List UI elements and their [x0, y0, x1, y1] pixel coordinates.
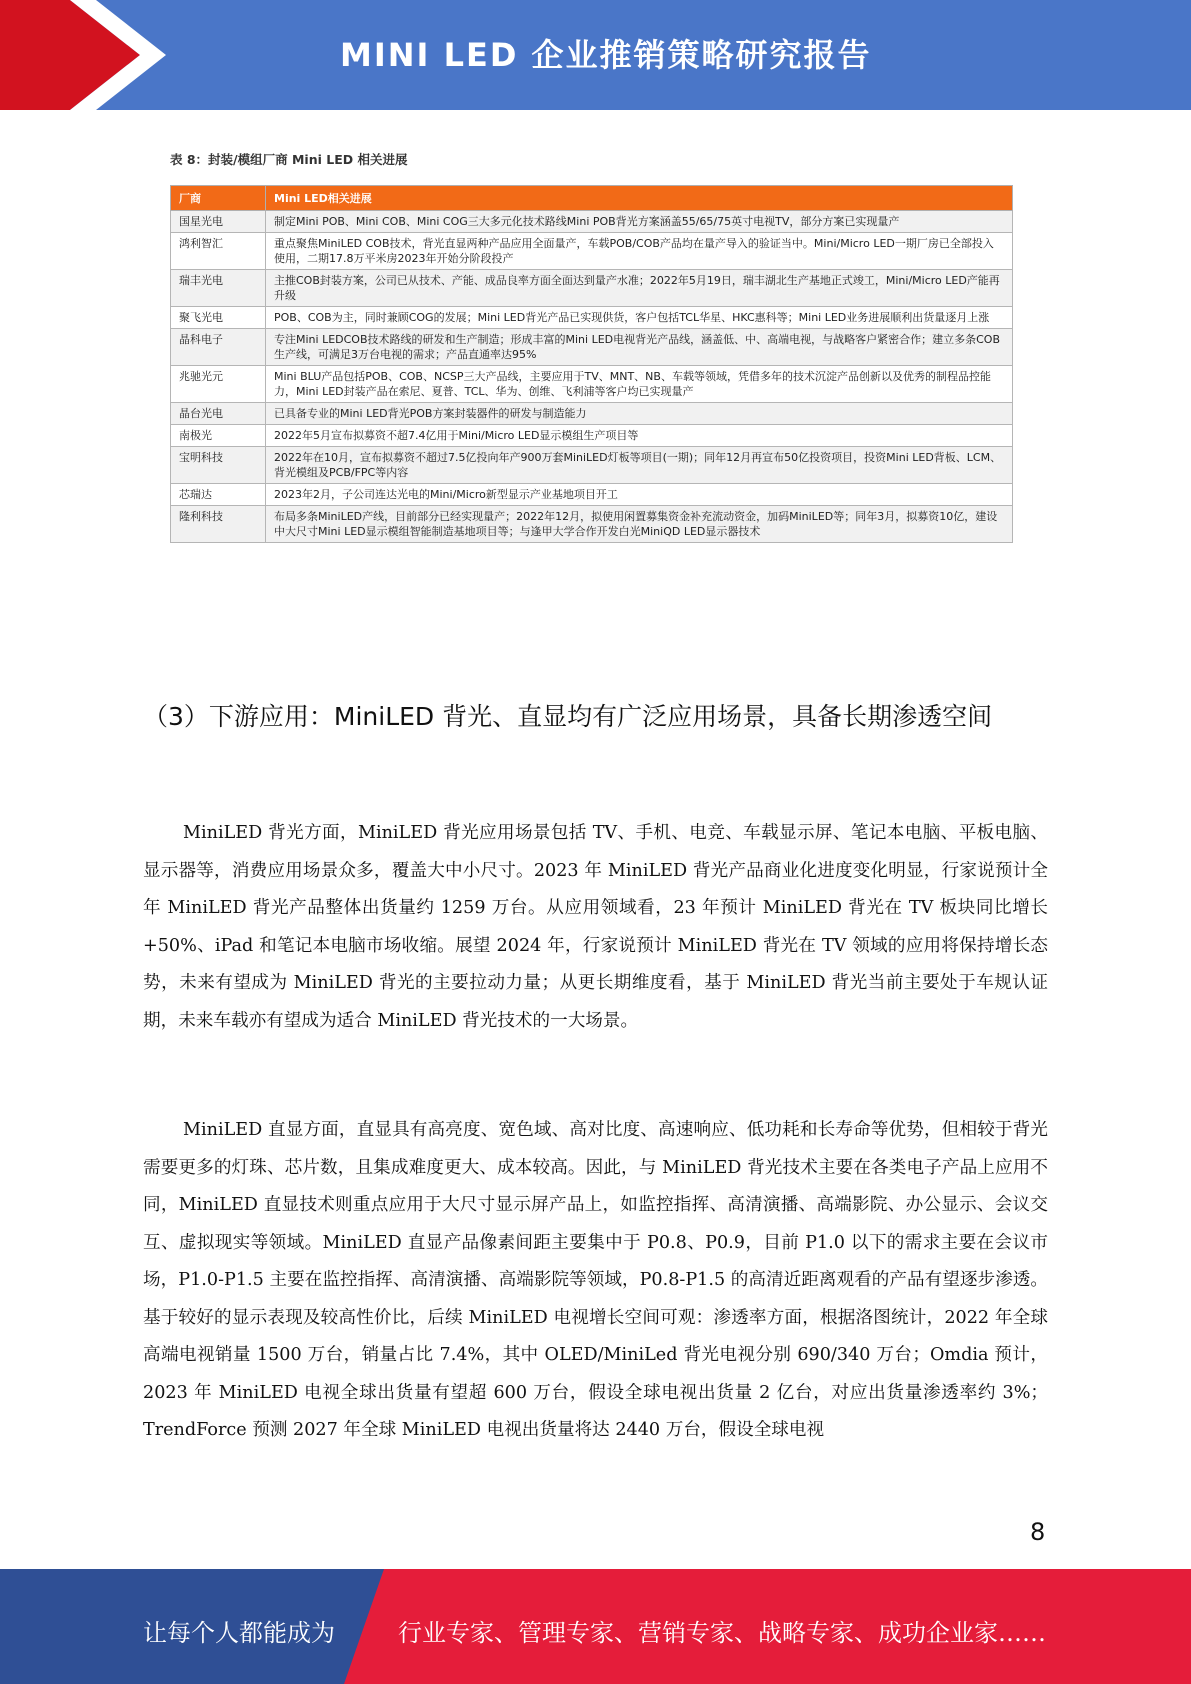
column-header-maker: 厂商	[171, 186, 266, 211]
table-row	[171, 506, 1013, 543]
footer-slogan-left: 让每个人都能成为	[143, 1619, 335, 1647]
progress-cell: 2023年2月，子公司连达光电的Mini/Micro新型显示产业基地项目开工	[266, 484, 1013, 506]
table-row	[171, 211, 1013, 233]
paragraph-backlight: MiniLED 背光方面，MiniLED 背光应用场景包括 TV、手机、电竞、车载显示屏、笔记本电脑、平板电脑、显示器等，消费应用场景众多，覆盖大中小尺寸。2023 年 MiniLED 背光产品商业化进度变化明显，行家说预计全年 MiniLED 背光产品整体出货量约 1259 万台。从应用领域看，23 年预计 MiniLED 背光在 TV 板块同比增长+50%、iPad 和笔记本电脑市场收缩。展望 2024 年，行家说预计 MiniLED 背光在 TV 领域的应用将保持增长态势，未来有望成为 MiniLED 背光的主要拉动力量；从更长期维度看，基于 MiniLED 背光当前主要处于车规认证期，未来车载亦有望成为适合 MiniLED 背光技术的一大场景。	[143, 823, 1048, 1031]
column-header-progress: Mini LED相关进展	[266, 186, 1013, 211]
footer-slogan-right: 行业专家、管理专家、营销专家、战略专家、成功企业家……	[398, 1619, 1046, 1647]
maker-cell: 晶科电子	[171, 329, 266, 366]
maker-cell: 鸿利智汇	[171, 233, 266, 270]
table-row	[171, 270, 1013, 307]
maker-cell: 南极光	[171, 425, 266, 447]
progress-cell: 2022年在10月，宣布拟募资不超过7.5亿投向年产900万套MiniLED灯板等项目(一期)；同年12月再宣布50亿投资项目，投资Mini LED背板、LCM、背光模组及PCB/FPC等内容	[266, 447, 1013, 484]
table-header-row	[171, 186, 1013, 211]
progress-table	[170, 185, 1013, 543]
table-row	[171, 307, 1013, 329]
page-header	[0, 0, 1191, 110]
progress-cell: 主推COB封装方案，公司已从技术、产能、成品良率方面全面达到量产水准；2022年5月19日，瑞丰湖北生产基地正式竣工，Mini/Micro LED产能再升级	[266, 270, 1013, 307]
progress-cell: 专注Mini LEDCOB技术路线的研发和生产制造；形成丰富的Mini LED电视背光产品线，涵盖低、中、高端电视，与战略客户紧密合作；建立多条COB生产线，可满足3万台电视的需求；产品直通率达95%	[266, 329, 1013, 366]
maker-cell: 隆利科技	[171, 506, 266, 543]
maker-cell: 国星光电	[171, 211, 266, 233]
section-heading: （3）下游应用：MiniLED 背光、直显均有广泛应用场景，具备长期渗透空间	[143, 702, 993, 731]
header-title: MINI LED 企业推销策略研究报告	[340, 36, 872, 74]
progress-cell: 布局多条MiniLED产线，目前部分已经实现量产；2022年12月，拟使用闲置募集资金补充流动资金，加码MiniLED等；同年3月，拟募资10亿，建设中大尺寸Mini LED显示模组智能制造基地项目等；与逢甲大学合作开发白光MiniQD LED显示器技术	[266, 506, 1013, 543]
maker-cell: 聚飞光电	[171, 307, 266, 329]
table-row	[171, 329, 1013, 366]
paragraph-direct-display: MiniLED 直显方面，直显具有高亮度、宽色域、高对比度、高速响应、低功耗和长寿命等优势，但相较于背光需要更多的灯珠、芯片数，且集成难度更大、成本较高。因此，与 MiniLED 背光技术主要在各类电子产品上应用不同，MiniLED 直显技术则重点应用于大尺寸显示屏产品上，如监控指挥、高清演播、高端影院、办公显示、会议交互、虚拟现实等领域。MiniLED 直显产品像素间距主要集中于 P0.8、P0.9，目前 P1.0 以下的需求主要在会议市场，P1.0-P1.5 主要在监控指挥、高清演播、高端影院等领域，P0.8-P1.5 的高清近距离观看的产品有望逐步渗透。基于较好的显示表现及较高性价比，后续 MiniLED 电视增长空间可观：渗透率方面，根据洛图统计，2022 年全球高端电视销量 1500 万台，销量占比 7.4%，其中 OLED/MiniLed 背光电视分别 690/340 万台；Omdia 预计，2023 年 MiniLED 电视全球出货量有望超 600 万台，假设全球电视出货量 2 亿台，对应出货量渗透率约 3%；TrendForce 预测 2027 年全球 MiniLED 电视出货量将达 2440 万台，假设全球电视	[143, 1120, 1048, 1440]
table-row	[171, 447, 1013, 484]
progress-cell: Mini BLU产品包括POB、COB、NCSP三大产品线，主要应用于TV、MNT、NB、车载等领域，凭借多年的技术沉淀产品创新以及优秀的制程品控能力，Mini LED封装产品在索尼、夏普、TCL、华为、创维、飞利浦等客户均已实现量产	[266, 366, 1013, 403]
progress-cell: 已具备专业的Mini LED背光POB方案封装器件的研发与制造能力	[266, 403, 1013, 425]
table-row	[171, 233, 1013, 270]
table-row	[171, 484, 1013, 506]
page-footer	[0, 1569, 1191, 1684]
maker-cell: 兆驰光元	[171, 366, 266, 403]
table-row	[171, 425, 1013, 447]
table-row	[171, 366, 1013, 403]
maker-cell: 瑞丰光电	[171, 270, 266, 307]
progress-cell: 重点聚焦MiniLED COB技术，背光直显两种产品应用全面量产，车载POB/COB产品均在量产导入的验证当中。Mini/Micro LED一期厂房已全部投入使用，二期17.8万平米房2023年开始分阶段投产	[266, 233, 1013, 270]
progress-cell: 2022年5月宣布拟募资不超7.4亿用于Mini/Micro LED显示模组生产项目等	[266, 425, 1013, 447]
maker-cell: 宝明科技	[171, 447, 266, 484]
progress-cell: 制定Mini POB、Mini COB、Mini COG三大多元化技术路线Mini POB背光方案涵盖55/65/75英寸电视TV，部分方案已实现量产	[266, 211, 1013, 233]
table-row	[171, 403, 1013, 425]
table-caption: 表 8：封装/模组厂商 Mini LED 相关进展	[170, 152, 408, 167]
progress-cell: POB、COB为主，同时兼顾COG的发展；Mini LED背光产品已实现供货，客户包括TCL华星、HKC惠科等；Mini LED业务进展顺利出货量逐月上涨	[266, 307, 1013, 329]
maker-cell: 芯瑞达	[171, 484, 266, 506]
maker-cell: 晶台光电	[171, 403, 266, 425]
page-number: 8	[1030, 1518, 1046, 1546]
